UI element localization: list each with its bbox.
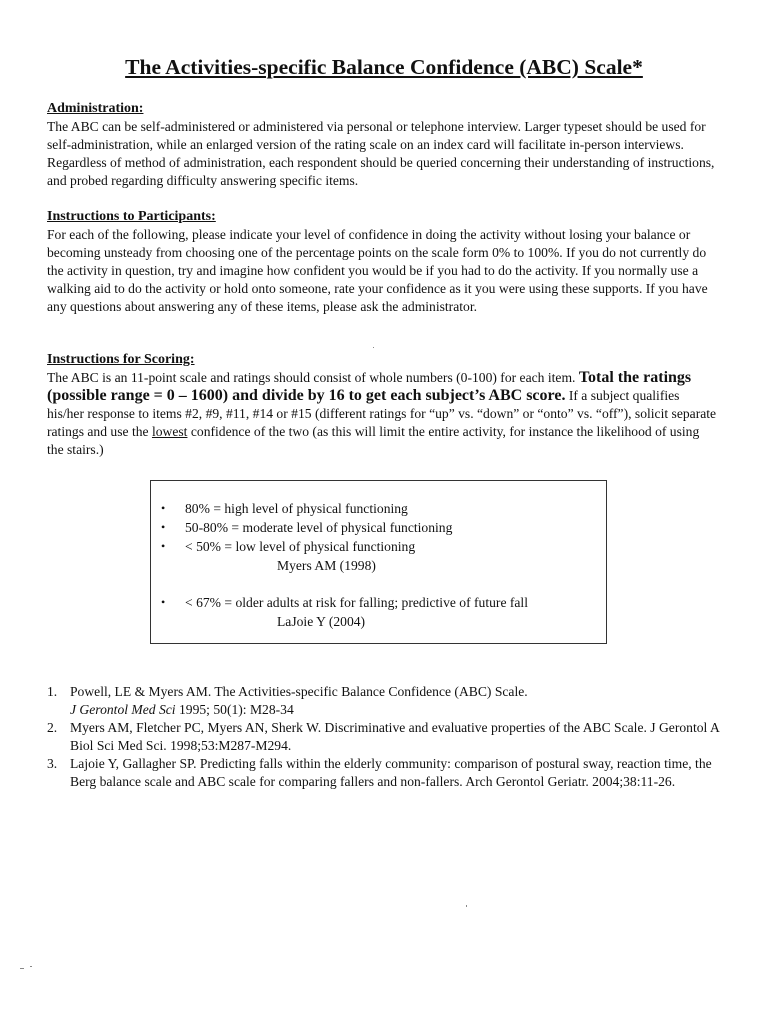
instructions-heading: Instructions to Participants: <box>47 209 216 224</box>
bullet-icon: • <box>161 520 166 534</box>
scoring-text <box>47 369 717 459</box>
list-item-text: 80% = high level of physical functioning <box>185 501 408 516</box>
scan-speck <box>373 347 374 348</box>
reference-journal: J Gerontol Med Sci <box>70 702 176 717</box>
references-list <box>47 683 727 791</box>
instructions-text: For each of the following, please indicate your level of confidence in doing the activity without losing your balance or becoming unsteady from choosing one of the percentage points on the scale form 0% to 100%. If you do not currently do the activity in question, try and imagine how confident you would be if you had to do the activity. If you normally use a walking aid to do the activity or hold onto someone, rate your confidence as it you were using these supports. If you have any questions about answering any of these items, please ask the administrator. <box>47 227 708 314</box>
reference-text: Lajoie Y, Gallagher SP. Predicting falls within the elderly community: comparison of postural sway, reaction time, the Berg balance scale and ABC scale for comparing fallers and non-fallers. Arch Gerontol Geriatr. 2004;38:11-26. <box>70 756 712 789</box>
interpretation-list <box>161 499 601 556</box>
scoring-heading: Instructions for Scoring: <box>47 352 195 367</box>
scan-speck <box>30 966 32 967</box>
scoring-section <box>47 351 717 459</box>
scoring-text-bold: Total the ratings (possible range = 0 – 1600) and divide by 16 to get each subject’s ABC score. <box>47 369 692 404</box>
scoring-text-c: confidence of the two (as this will limit the entire activity, for instance the likelihood of using the stairs.) <box>47 424 700 457</box>
instructions-section <box>47 208 717 316</box>
reference-details: 1995; 50(1): M28-34 <box>178 702 294 717</box>
scan-speck <box>20 968 24 969</box>
scoring-text-lowest: lowest <box>151 424 188 439</box>
scoring-text-a: The ABC is an 11-point scale and ratings should consist of whole numbers (0-100) for each item. <box>47 370 576 385</box>
list-item <box>161 537 601 556</box>
list-item <box>161 499 601 518</box>
list-item-text: < 67% = older adults at risk for falling; predictive of future fall <box>185 595 528 610</box>
bullet-icon: • <box>161 501 166 515</box>
administration-heading: Administration: <box>47 101 144 116</box>
reference-item <box>47 683 727 719</box>
bullet-icon: • <box>161 539 166 553</box>
page-title: The Activities-specific Balance Confidence (ABC) Scale* <box>125 55 643 79</box>
reference-number: 1. <box>47 684 58 699</box>
administration-section <box>47 100 717 190</box>
scan-speck <box>466 905 467 907</box>
reference-number: 2. <box>47 720 58 735</box>
reference-text: Powell, LE & Myers AM. The Activities-specific Balance Confidence (ABC) Scale. <box>70 684 528 699</box>
bullet-icon: • <box>161 595 166 609</box>
scoring-text-b: If a subject qualifies his/her response to items #2, #9, #11, #14 or #15 (different ratings for “up” vs. “down” or “onto” vs. “off”), solicit separate ratings and use the <box>47 388 717 439</box>
list-item-text: 50-80% = moderate level of physical functioning <box>185 520 453 535</box>
list-item-text: < 50% = low level of physical functioning <box>185 539 416 554</box>
list-item <box>161 593 601 612</box>
citation-myers: Myers AM (1998) <box>277 558 376 573</box>
reference-item <box>47 755 727 791</box>
reference-item <box>47 719 727 755</box>
reference-text: Myers AM, Fletcher PC, Myers AN, Sherk W. Discriminative and evaluative properties of the ABC Scale. J Gerontol A Biol Sci Med Sci. 1998;53:M287-M294. <box>70 720 720 753</box>
citation-lajoie: LaJoie Y (2004) <box>277 614 366 629</box>
list-item <box>161 518 601 537</box>
interpretation-box <box>150 480 607 644</box>
administration-text: The ABC can be self-administered or administered via personal or telephone interview. Larger typeset should be used for self-administration, while an enlarged version of the rating scale on an index card will facilitate in-person interviews. Regardless of method of administration, each respondent should be queried concerning their understanding of instructions, and probed regarding difficulty answering specific items. <box>47 119 715 188</box>
reference-number: 3. <box>47 756 58 771</box>
